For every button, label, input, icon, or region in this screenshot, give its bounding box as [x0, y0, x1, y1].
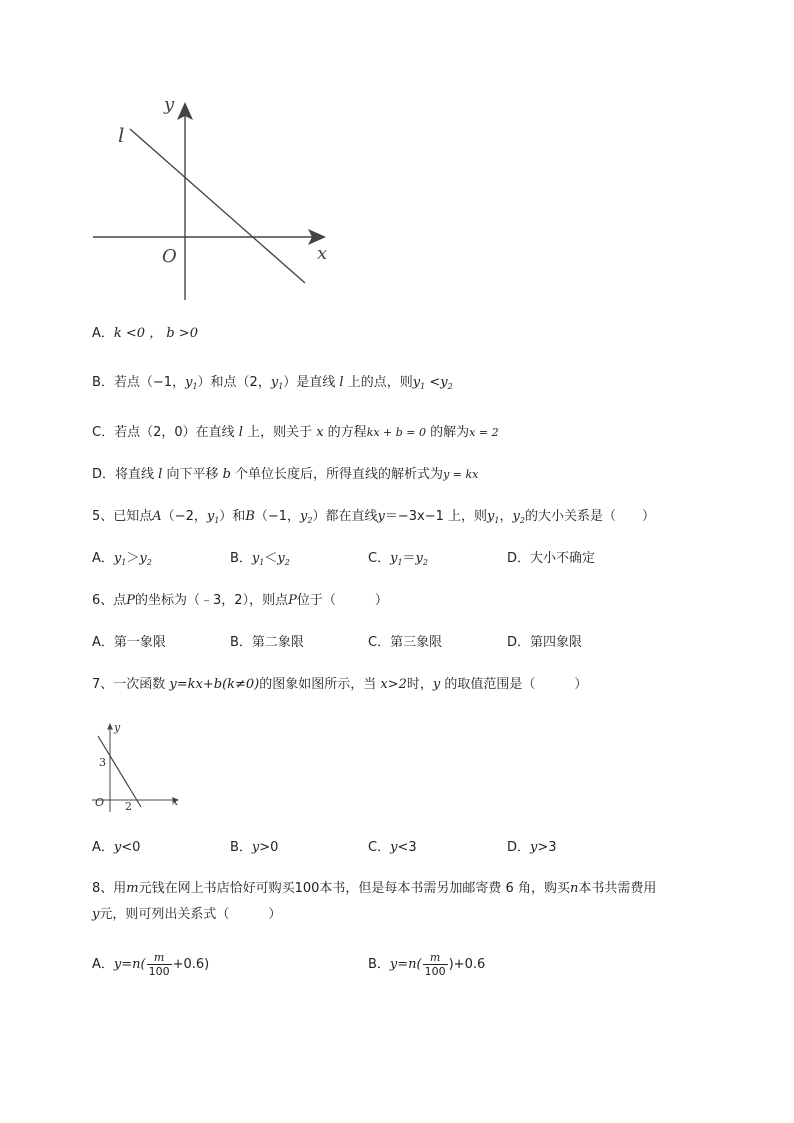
- q6-option-a: A．第一象限: [92, 635, 166, 650]
- q4-option-c: C．若点（2，0）在直线 l 上，则关于 x 的方程kx + b = 0 的解为x = 2: [92, 425, 499, 440]
- q7-option-c: C．y<3: [368, 840, 417, 855]
- q8-option-b-fraction: $\frac{m}{100}$: [424, 951, 446, 978]
- q8-stem-line1: 8、用m元钱在网上书店恰好可购买100本书，但是每本书需另加邮寄费 6 角，购买n本书共需费用: [92, 881, 657, 896]
- q7-y-axis-arrow: [107, 723, 113, 730]
- origin-label: O: [162, 246, 177, 267]
- y-axis-label: y: [164, 94, 175, 115]
- q5-option-d: D．大小不确定: [507, 551, 596, 566]
- q8-option-a: A．y=n( $\frac{m}{100}$ +0.6): [92, 951, 210, 978]
- q7-option-a: A．y<0: [92, 840, 141, 855]
- q5-option-a: A．$y_1>y_2$: [92, 551, 152, 567]
- q5-option-c: C．$y_1=y_2$: [368, 551, 428, 567]
- graph-line-l: [88, 90, 348, 310]
- q5-stem: 5、已知点A（−2，$y_1$）和B（−1，$y_2$）都在直线y＝−3x−1 上，则$y_1$，$y_2$的大小关系是（ ）: [92, 509, 655, 525]
- q8-stem-line2: y元，则可列出关系式（ ）: [92, 907, 282, 922]
- q4-option-d: D．将直线 l 向下平移 b 个单位长度后，所得直线的解析式为y = kx: [92, 467, 479, 482]
- q8-option-b: B．y=n( $\frac{m}{100}$ )+0.6: [368, 951, 486, 978]
- q7-graph: [88, 716, 188, 816]
- x-axis-label: x: [317, 243, 328, 264]
- q7-stem: 7、一次函数 y=kx+b(k≠0)的图象如图所示，当 x>2时，y 的取值范围是（ ）: [92, 677, 588, 692]
- q7-x-label: x: [172, 795, 179, 808]
- q7-y-label: y: [114, 721, 121, 734]
- q7-option-b: B．y>0: [230, 840, 279, 855]
- line-label: l: [118, 123, 125, 147]
- q8-option-a-fraction: $\frac{m}{100}$: [148, 951, 170, 978]
- q4-option-b: B．若点（−1，$y_1$）和点（2，$y_1$）是直线 l 上的点，则$y_1 <y_2$: [92, 375, 453, 391]
- q6-option-b: B．第二象限: [230, 635, 304, 650]
- q7-origin-label: O: [95, 796, 105, 809]
- q7-function-line: [98, 736, 141, 807]
- q6-option-d: D．第四象限: [507, 635, 583, 650]
- q7-x-intercept-label: 2: [125, 800, 132, 813]
- q6-stem: 6、点P的坐标为（﹣3，2），则点P位于（ ）: [92, 593, 388, 608]
- q6-option-c: C．第三象限: [368, 635, 443, 650]
- q4-option-a: A．k <0 ， b >0: [92, 326, 198, 341]
- q7-option-d: D．y>3: [507, 840, 557, 855]
- q7-y-intercept-label: 3: [99, 756, 106, 769]
- q5-option-b: B．$y_1<y_2$: [230, 551, 290, 567]
- line-l: [130, 129, 305, 283]
